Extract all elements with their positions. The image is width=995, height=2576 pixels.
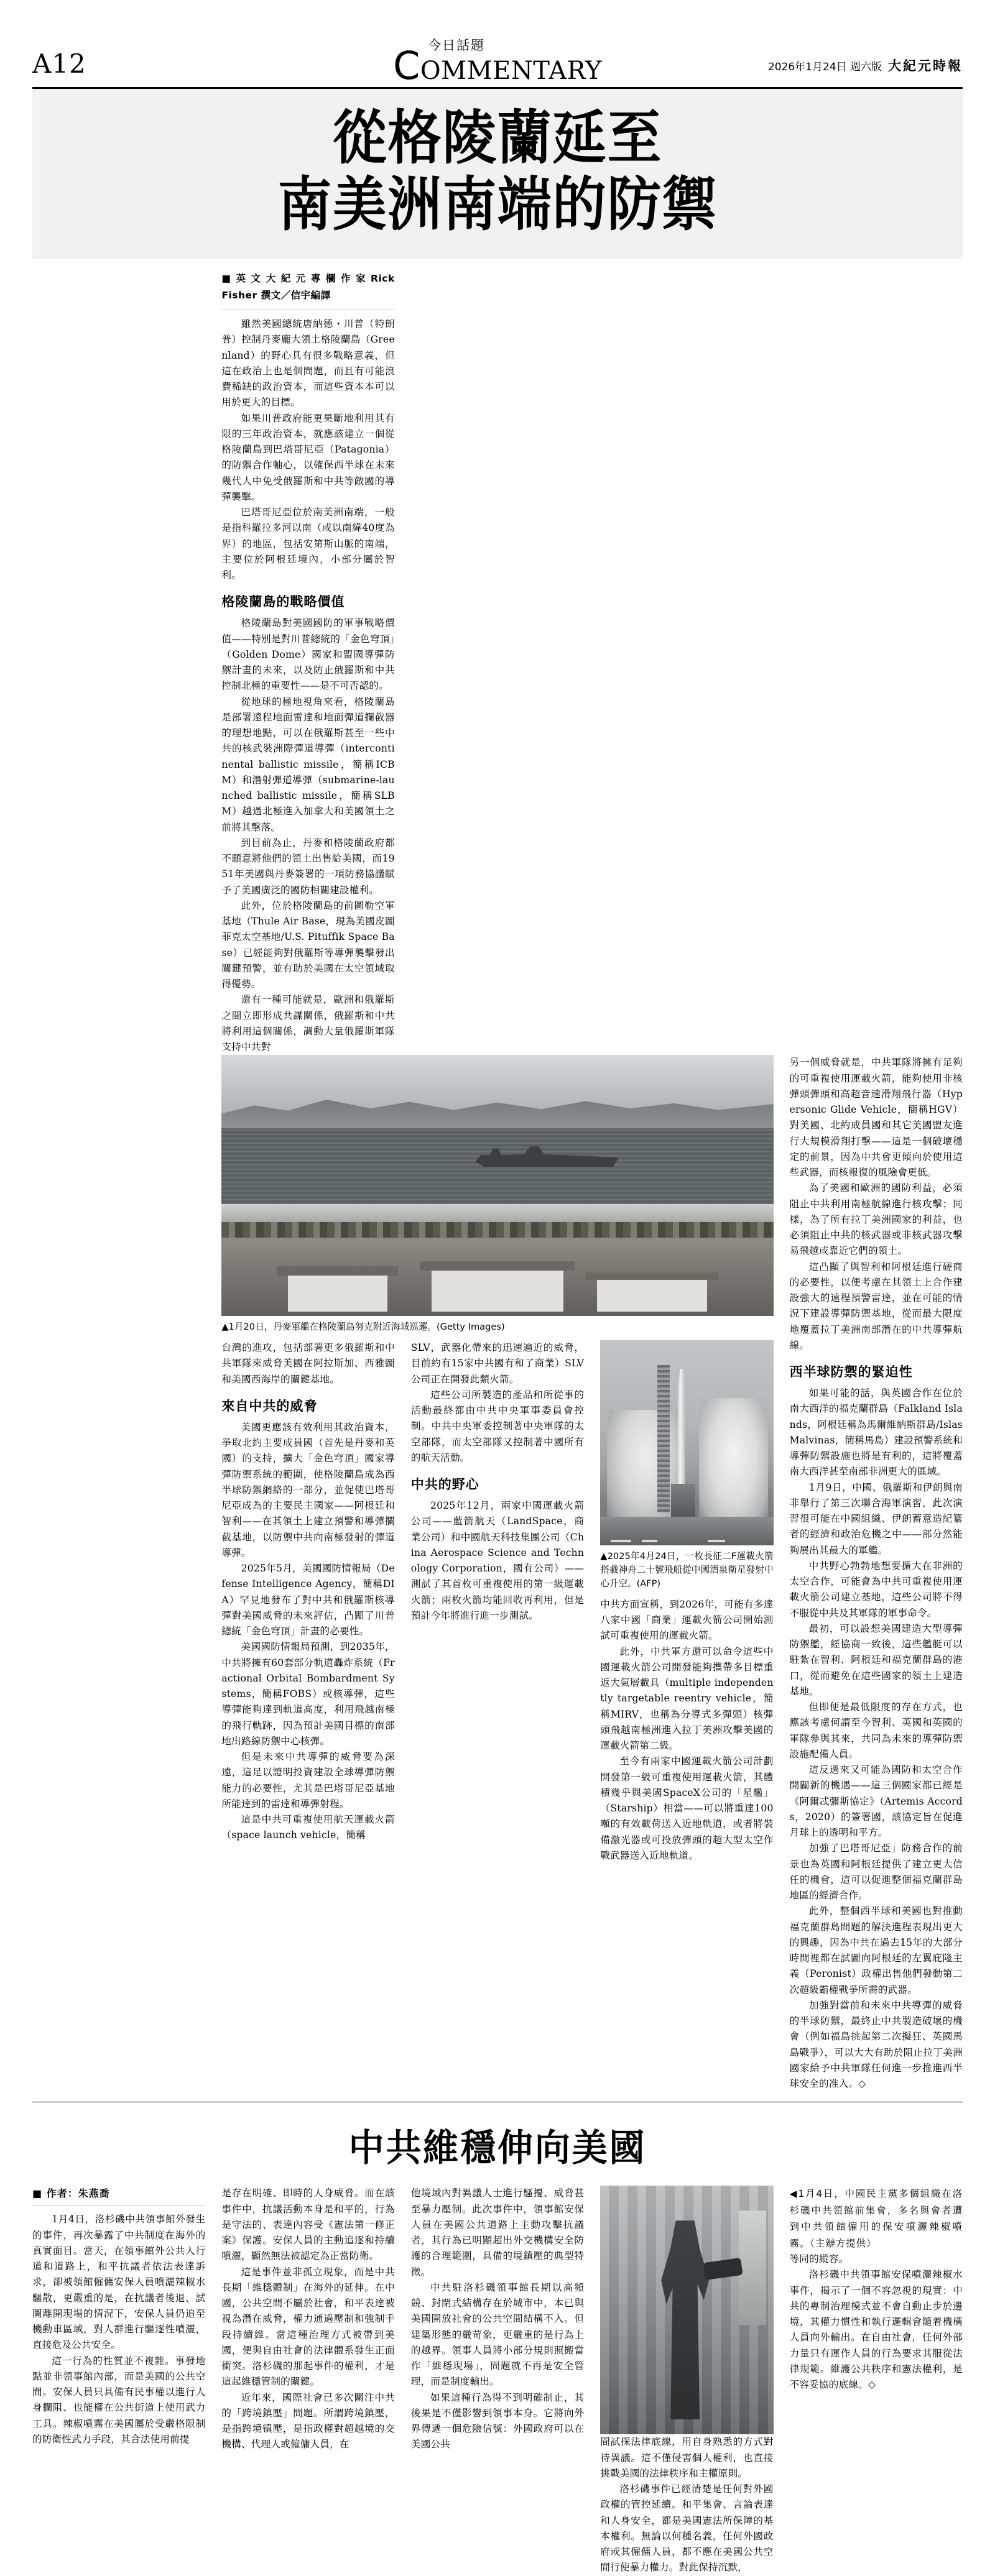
article2-headline: 中共維穩伸向美國 [348,2127,647,2171]
dateline [768,56,963,80]
article2-column-1 [32,2186,205,2575]
paragraph: 加強了巴塔哥尼亞」防務合作的前景也為英國和阿根廷提供了建立更大信任的機會，這可以促進整個福克蘭群島地區的經濟合作。 [789,1842,963,1901]
photo-house [288,1276,387,1312]
paragraph: 1月9日，中國、俄羅斯和伊朗與南非舉行了第三次聯合海軍演習，此次演習很可能在中國組織、伊朗蓄意造紀纂者的經濟和政治危機之中——部分然能夠展出其最大的軍艦。 [789,1481,963,1556]
paragraph: 台灣的進攻，包括部署更多俄羅斯和中共軍隊來威脅美國在阿拉斯加、西雅圖和美國西海岸的關鍵基地。 [221,1342,395,1385]
paragraph: 此外，整個西半球和美國也對推動福克蘭群島問題的解決進程表現出更大的興趣，因為中共在過去15年的大部分時間裡都在試圖向阿根廷的左翼庇隆主義（Peronist）政權出售他們發動第二次超級霸權戰爭所需的武器。 [789,1905,963,1995]
article2-column-2 [221,2186,394,2575]
article2-byline: ■ 作者：朱燕喬 [32,2186,205,2206]
article1-column-2a [221,1340,394,1864]
paragraph: 近年來，國際社會已多次關注中共的「跨境鎮壓」問題。所謂跨境鎮壓，是指跨境镇壓，是指政權對超越境的交機構、代理人或僱傭人員，在 [221,2391,395,2450]
article2-caption: ◀1月4日，中國民主黨多個組織在洛杉磯中共領館前集會，多名與會者遭到中共領館僱用的保安噴灑辣椒噴霧。（主辦方提供） [789,2188,963,2249]
photo-building [708,1540,725,1542]
paragraph: 雖然美國總統唐納德・川普（特朗普）控制丹麥龐大領土格陵蘭島（Greenland）的野心具有很多戰略意義，但這在政治上也是個問題，而且有可能浪費稀缺的政治資本，而這些資本本可以用於更大的目標。 [221,318,395,408]
article1-photo-rocket [600,1340,773,1545]
paragraph: 至今有兩家中國運載火箭公司計劃開發第一級可重複使用運載火箭，其體積幾乎與美國SpaceX公司的「星艦」（Starship）相當——可以將重達100噸的有效載荷送入近地軌道，或者將裝備激光器或可投放彈頭的超大型太空作戰武器送入近地軌道。 [600,1755,774,1861]
article1-photo-greenland [221,1055,773,1316]
paragraph: 這反過來又可能為國防和太空合作開闢新的機遇——這三個國家都已經是《阿爾忒彌斯協定》（Artemis Accords，2020）的簽署國，該協定旨在促進月球上的透明和平方。 [789,1764,963,1838]
section-name-cn: 今日話題 [428,38,486,53]
paragraph: 此外，位於格陵蘭島的前圖勒空軍基地（Thule Air Base，現為美國皮圖菲克太空基地/U.S. Pituffik Space Base）已經能夠對俄羅斯等導彈襲擊發出關鍵預警，並有助於美國在太空領域取得優勢。 [221,899,395,990]
section-brand [393,35,602,88]
paragraph: 他境域內對異議人士進行騷擾、威脅甚至暴力壓制。此次事件中，領事館安保人員在美國公共道路上主動攻擊抗議者，其行為已明顯超出外交機構安全防護的合理範圍，具備的境鎮壓的典型特徵。 [410,2187,585,2278]
article1-column-1 [221,270,394,1055]
paragraph: 此外，中共軍方還可以命令這些中國運載火箭公司開發能夠攜帶多目標重返大氣層載具（multiple independently targetable reentry vehicle，簡稱MIRV，也稱為分導式多彈頭）核彈頭飛越南極洲進入拉丁美洲攻擊美國的運載火箭第二級。 [600,1645,774,1752]
photo-gantry [671,1484,695,1517]
article1-headline-line1: 從格陵蘭延至 [333,104,662,172]
article1-caption-2: ▲2025年4月24日，一枚長征二F運載火箭搭載神舟二十號飛船從中國酒泉衛星發射中心升空。(AFP) [600,1551,774,1589]
paragraph: 中共駐洛杉磯領事館長期以高頻競、封閉式結構存在於城市中，本已與美國開放社會的公共空間結構不入。但建築形態的嚴苛象，更嚴重的是行為上的越界。領事人員將小部分規則照搬當作「維穩現場」，問題就不再是安全管理，而是制度輸出。 [410,2281,585,2388]
paragraph: 但是未來中共導彈的威脅要為深遠，這足以證明投資建設全球導彈防禦能力的必要性，尤其是巴塔哥尼亞基地所能達到的雷達和導彈射程。 [221,1751,395,1810]
paragraph: 這些公司所製造的產品和所從事的活動最終都由中共中央軍事委員會控制。中共中央軍委控制著中央軍隊的太空部隊，而太空部隊又控制著中國所有的航天活動。 [410,1389,585,1463]
paragraph: 如果可能的話，與英國合作在位於南大西洋的福克蘭群島（Falkland Islands，阿根廷稱為馬爾維納斯群島/Islas Malvinas，簡稱馬島）建設預警系統和導彈防禦設施也將是有利的，這將覆蓋南大西洋甚至南部非洲更大的區域。 [789,1387,963,1478]
masthead [32,0,963,87]
page-folio: A12 [32,48,86,79]
paragraph: 從地球的極地視角來看，格陵蘭島是部署遠程地面雷達和地面彈道攔截器的理想地點，可以在俄羅斯甚至一些中共的核武裝洲際彈道導彈（intercontinental ballistic missile，簡稱ICBM）和潛射彈道導彈（submarine-launched ballistic missile，簡稱SLBM）越過北極進入加拿大和美國領土之前將其擊落。 [221,696,395,833]
paper-name: 大紀元時報 [888,58,963,73]
paragraph: 2025年12月，兩家中國運載火箭公司——藍箭航天（LandSpace，商業公司）和中國航天科技集團公司（China Aerospace Science and Technology Corporation，國有公司）——測試了其首枚可重複使用的第一級運載火箭；兩枚火箭均能回收再利用，但是預計今年將進行進一步測試。 [410,1500,585,1621]
paragraph: 但即便是最低限度的存在方式，也應該考慮何謂至今智利、英國和英國的軍隊參與其來，共同為未來的導彈防禦設施配備人員。 [789,1701,963,1760]
paragraph: 洛杉磯事件已經清楚是任何對外國政權的管控延續。和平集會、言論表達和人身安全，都是美國憲法所保障的基本權利。無論以何種名義，任何外國政府或其僱傭人員，都不應在美國公共空間行使暴力權力。對此保持沉默， [600,2483,774,2574]
paragraph: 這是事件並非孤立現象，而是中共長期「維穩體制」在海外的延伸。在中國，公共空間不屬於社會，和平表達被視為潛在威脅，權力通過壓制和強制手段持續維。當這種治理方式被帶到美國，便與自由社會的法律體系發生正面衝突。洛杉磯的那起事件的權利，才是這起維穩管制的關鍵。 [221,2266,395,2388]
article1-column-3a [411,1340,584,1864]
article1-subhead-3: 中共的野心 [410,1477,479,1493]
photo-sea [221,1128,773,1207]
photo-launch-tower [657,1365,669,1513]
article1-body [32,270,963,2092]
paragraph: 如果川普政府能更果斷地利用其有限的三年政治資本，就應該建立一個從格陵蘭島到巴塔哥尼亞（Patagonia）的防禦合作軸心，以確保西半球在未來幾代人中免受俄羅斯和中共等敵國的導彈襲擊。 [221,412,395,502]
photo-rocket [678,1369,685,1500]
paragraph: 中共野心勃勃地想要擴大在非洲的太空合作，可能會為中共可重複使用運載火箭公司建立基地，這些公司將不得不服從中共及其軍隊的軍事命令。 [789,1560,963,1619]
brand-dropcap: C [393,43,420,88]
article1-headline-block [32,89,963,259]
paragraph: 1月4日，洛杉磯中共領事館外發生的事件，再次暴露了中共制度在海外的真實面目。當天，在領事館外公共人行道和道路上，和平抗議者依法表達訴求，卻被領館僱傭安保人員噴灑辣椒水驅散，更嚴重的是，在抗議者後退、試圖離開現場的情況下，安保人員仍追至機動車區域，對人群進行驅逐性噴灑，直接危及公共安全。 [32,2214,206,2351]
article1-byline: ■ 英 文 大 紀 元 專 欄 作 家 Rick Fisher 撰文／信宇編譯 [221,270,394,310]
paragraph: 美國更應該有效利用其政治資本，爭取北約主要成員國（首先是丹麥和英國）的支持，擴大「金色穹頂」國家導彈防禦系統的範圍，使格陵蘭島成為西半球防禦網絡的一部分，並促使巴塔哥尼亞成為的主要民主國家——阿根廷和智利——在其領土上建立預警和導彈攔截基地，以防禦中共向南極發射的彈道導彈。 [221,1421,395,1558]
paragraph: 這凸顯了與智利和阿根廷進行磋商的必要性，以便考慮在其領土上合作建設強大的遠程預警雷達，並在可能的情況下建設導彈防禦基地，從而最大限度地覆蓋拉丁美洲南部潛在的中共導彈航線。 [789,1261,963,1351]
article2-column-4 [600,2186,773,2575]
article1-subhead-1: 格陵蘭島的戰略價值 [221,594,345,610]
paragraph: SLV，武器化帶來的迅速遍近的威脅，目前約有15家中共國有和了商業）SLV公司正在開發此類火箭。 [410,1342,585,1385]
article2-column-3 [411,2186,584,2575]
paragraph: 最初，可以設想美國建造大型導彈防禦艦，經協商一致後，這些艦艇可以駐紮在智利、阿根廷和福克蘭群島的港口，從而避免在這些國家的領土上建造基地。 [789,1622,963,1697]
paragraph: 加強對當前和未來中共導彈的威脅的半球防禦，最終止中共製造破壞的機會（例如福島挑起第二次擬狂、英國馬島戰爭），可以大大有助於阻止拉丁美洲國家給予中共軍隊任何進一步推進西半球安全的准入。◇ [789,1999,963,2089]
paragraph: 格陵蘭島對美國國防的軍事戰略價值——特別是對川普總統的「金色穹頂」（Golden Dome）國家和盟國導彈防禦計畫的未來，以及防止俄羅斯和中共控制北極的重要性——是不可否認的。 [221,617,395,692]
article2-body [32,2186,963,2575]
article1-subhead-2: 來自中共的威脅 [221,1398,318,1414]
paragraph: 等同的縱容。 [789,2253,849,2265]
brand-rest: OMMENTARY [420,57,602,85]
photo-roof [277,1266,398,1276]
photo-houses [221,1238,773,1316]
paragraph: 美國國防情報局預測，到2035年，中共將擁有60套部分軌道轟炸系統（Fractional Orbital Bombardment Systems，簡稱FOBS）或核導彈，這些導彈能夠達到軌道高度，利用飛越南極的飛行軌跡，因為預計美國目標的南部地出路線防禦中心核彈。 [221,1641,395,1747]
paragraph: 是存在明確、即時的人身威脅。而在該事件中，抗議活動本身是和平的，行為是守法的、表達內容受《憲法第一修正案》保護。安保人員的主動追逐和持續噴灑，顯然無法被認定為正當防衛。 [221,2187,395,2262]
paragraph: 到目前為止，丹麥和格陵蘭政府都不願意將他們的領土出售給美國，而1951年美國與丹麥簽署的一項防務協議賦予了美國廣泛的國防相關建設權利。 [221,837,395,896]
paragraph: 間試探法律底線，用自身熟悉的方式對待異議。這不僅侵害個人權利，也直接挑戰美國的法律秩序和主權原則。 [600,2436,774,2479]
article2-photo-protest [600,2186,773,2434]
article1-column-5 [790,1055,963,2092]
paragraph: 還有一種可能就是，歐洲和俄羅斯之間立即形成共謀關係，俄羅斯和中共將利用這個關係，調動大量俄羅斯軍隊支持中共對 [221,994,395,1052]
photo-building [642,1540,657,1542]
photo-roof [586,1272,718,1281]
paragraph: 另一個威脅就是，中共軍隊將擁有足夠的可重複使用運載火箭，能夠使用非核彈頭彈頭和高超音速滑翔飛行器（Hypersonic Glide Vehicle，簡稱HGV）對美國、北約成員國和其它美國盟友進行大規模滑翔打擊——這是一個破壞穩定的前景，因為中共會更傾向於使用這些武器，而核報復的風險會更低。 [789,1057,963,1178]
photo-roof [420,1261,575,1271]
article1-headline-line2: 南美洲南端的防禦 [277,171,718,239]
photo-banner [739,2210,767,2325]
paragraph: 2025年5月，美國國防情報局（Defense Intelligence Agency，簡稱DIA）罕見地發布了對中共和俄羅斯核導彈對美國威脅的未來評估，凸顯了川普總統「金色穹頂」計畫的必要性。 [221,1563,395,1637]
paragraph: 巴塔哥尼亞位於南美洲南端，一般是指科羅拉多河以南（或以南緯40度為界）的地區，包括安第斯山脈的南端，主要位於阿根廷境內，小部分屬於智利。 [221,507,395,581]
paragraph: 這是中共可重複使用航天運載火箭（space launch vehicle，簡稱 [221,1814,395,1841]
article1-subhead-5: 西半球防禦的緊迫性 [789,1364,913,1379]
article1-column-4a [600,1340,773,1864]
photo-exhaust-plume-right [699,1398,768,1525]
photo-house [432,1271,564,1312]
photo-house [597,1280,707,1311]
article1-caption-1: ▲1月20日，丹麥軍艦在格陵蘭島努克附近海域巡邏。(Getty Images) [221,1322,505,1333]
photo-ground [600,1517,773,1545]
photo-building [611,1540,631,1542]
paragraph: 為了美國和歐洲的國防利益，必須阻止中共利用南極航線進行核攻擊；同樣，為了所有拉丁美洲國家的利益，也必須阻止中共的核武器或非核武器攻擊易飛越或靠近它們的領土。 [789,1182,963,1257]
article1-column-2 [221,1055,773,2092]
paragraph: 洛杉磯中共領事館安保噴灑辣椒水事件，揭示了一個不容忽視的現實：中共的專制治理模式並不會自動止步於邊境，其權力慣性和執行邏輯會隨着機構人員向外輸出。在自由社會，任何外部力量只有運作人員的行為要求其服從法律規範。維護公共秩序和憲法權利，是不容妥協的底線。◇ [789,2269,963,2391]
article2-column-5 [790,2186,963,2575]
paragraph: 如果這種行為得不到明確制止，其後果是不僅影響到領事本身。它將向外界傳遞一個危險信號：外國政府可以在美國公共 [410,2391,585,2450]
dateline-date: 2026年1月24日 週六版 [767,61,882,73]
paragraph: 中共方面宣稱，到2026年，可能有多達八家中國「商業」運載火箭公司開始測試可重複使用的運載火箭。 [600,1598,774,1642]
paragraph: 這一行為的性質並不複雜。事發地點並非領事館內部，而是美國的公共空間。安保人員只具備有民事權以進行人身攔阻、也能權在公共街道上使用武力工具。辣椒噴霧在美國屬於受嚴格限制的防衛性武力手段，其合法使用前提 [32,2355,206,2445]
